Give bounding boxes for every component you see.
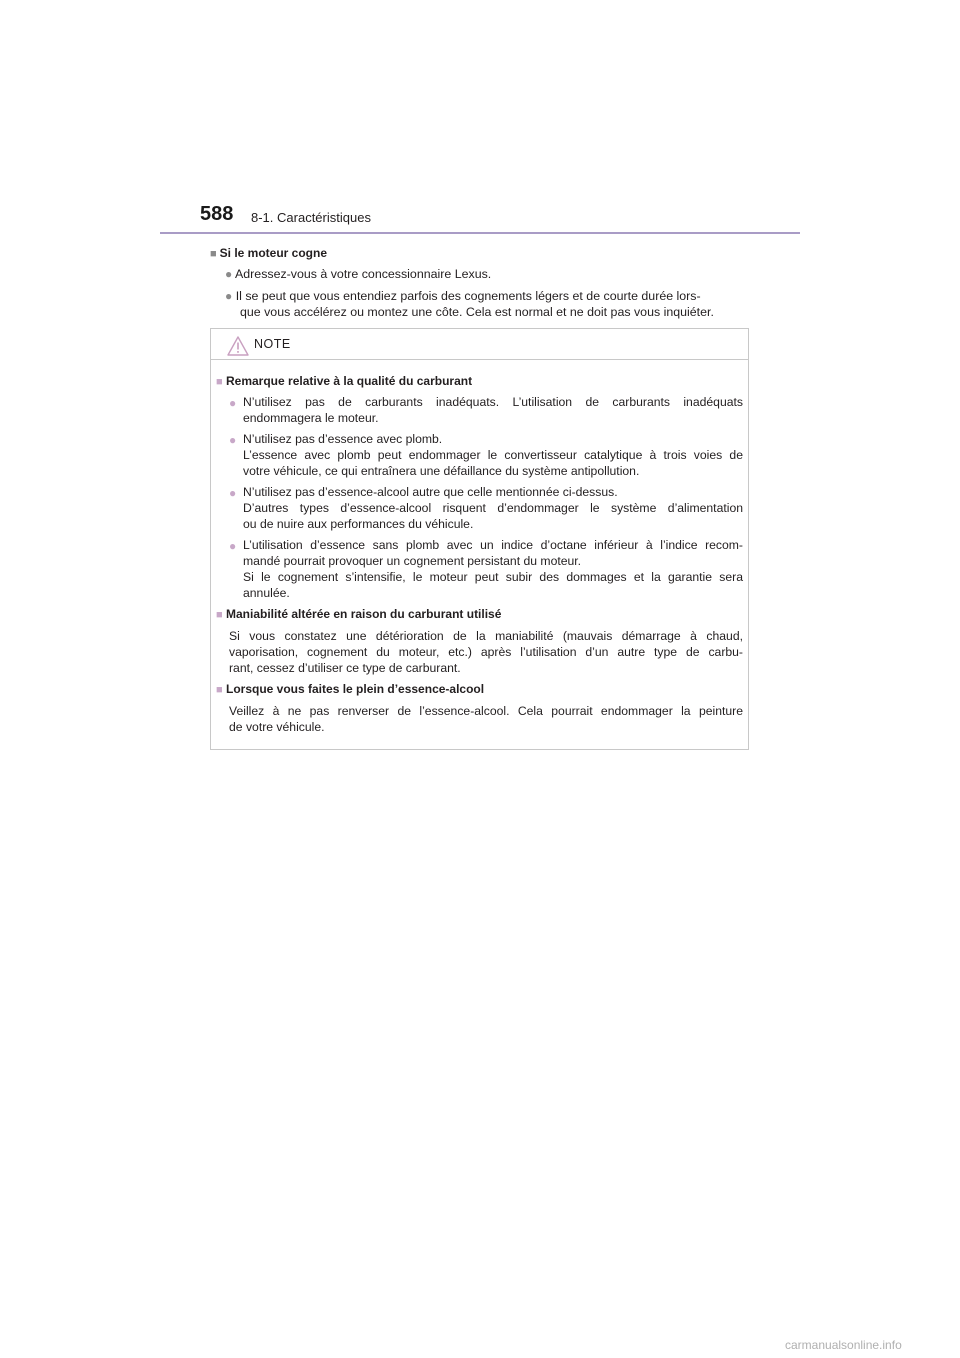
note-divider xyxy=(211,359,748,360)
round-bullet-icon: ● xyxy=(229,433,237,447)
note-text-line: vaporisation, cognement du moteur, etc.) après l’utilisation d’un autre type de carbu- xyxy=(229,645,743,659)
square-bullet-icon: ■ xyxy=(216,376,223,388)
list-item: ● Adressez-vous à votre concessionnaire Lexus. xyxy=(225,267,492,281)
header-divider xyxy=(160,232,800,234)
note-text-line: D’autres types d’essence-alcool risquent d’endommager le système d’alimentation xyxy=(243,501,743,515)
note-text-line: L’essence avec plomb peut endommager le convertisseur catalytique à trois voies de xyxy=(243,448,743,462)
note-text-line: Veillez à ne pas renverser de l’essence-alcool. Cela pourrait endommager la peinture xyxy=(229,704,743,718)
note-text-line: annulée. xyxy=(243,586,290,600)
list-item-continuation: que vous accélérez ou montez une côte. Cela est normal et ne doit pas vous inquiéter. xyxy=(240,305,714,319)
round-bullet-icon: ● xyxy=(229,396,237,410)
note-text-line: N’utilisez pas de carburants inadéquats. L’utilisation de carburants inadéquats xyxy=(243,395,743,409)
note-text-line: N’utilisez pas d’essence-alcool autre que celle mentionnée ci-dessus. xyxy=(243,485,618,499)
round-bullet-icon: ● xyxy=(229,539,237,553)
note-list-item xyxy=(229,485,236,501)
note-text-line: Si vous constatez une détérioration de la maniabilité (mauvais démarrage à chaud, xyxy=(229,629,743,643)
warning-triangle-icon xyxy=(227,336,249,356)
square-bullet-icon: ■ xyxy=(210,248,217,260)
note-list-item xyxy=(229,538,236,554)
note-title: NOTE xyxy=(254,337,291,351)
note-heading-fuel-quality: ■ Remarque relative à la qualité du carburant xyxy=(216,374,473,388)
note-text-line: L’utilisation d’essence sans plomb avec un indice d’octane inférieur à l’indice recom- xyxy=(243,538,743,552)
note-text-line: rant, cessez d’utiliser ce type de carburant. xyxy=(229,661,461,675)
note-text-line: Si le cognement s’intensifie, le moteur peut subir des dommages et la garantie sera xyxy=(243,570,743,584)
note-list-item xyxy=(229,432,236,448)
note-list-item xyxy=(229,395,236,411)
square-bullet-icon: ■ xyxy=(216,684,223,696)
note-text-line: ou de nuire aux performances du véhicule. xyxy=(243,517,474,531)
note-heading-refuel: ■ Lorsque vous faites le plein d’essence-alcool xyxy=(216,682,485,696)
note-heading-driveability: ■ Maniabilité altérée en raison du carburant utilisé xyxy=(216,607,502,621)
page-number: 588 xyxy=(200,203,234,225)
note-text-line: mandé pourrait provoquer un cognement persistant du moteur. xyxy=(243,554,582,568)
section-title: 8-1. Caractéristiques xyxy=(251,210,371,225)
note-text-line: de votre véhicule. xyxy=(229,720,325,734)
note-text-line: N’utilisez pas d’essence avec plomb. xyxy=(243,432,443,446)
round-bullet-icon: ● xyxy=(225,289,233,303)
page-header xyxy=(200,203,800,235)
note-text-line: votre véhicule, ce qui entraînera une défaillance du système antipollution. xyxy=(243,464,640,478)
section-heading-knock: ■ Si le moteur cogne xyxy=(210,246,328,260)
square-bullet-icon: ■ xyxy=(216,609,223,621)
round-bullet-icon: ● xyxy=(229,486,237,500)
watermark: carmanualsonline.info xyxy=(785,1338,902,1352)
round-bullet-icon: ● xyxy=(225,267,233,281)
note-text-line: endommagera le moteur. xyxy=(243,411,379,425)
list-item: ● Il se peut que vous entendiez parfois des cognements légers et de courte durée lors- xyxy=(225,289,701,303)
